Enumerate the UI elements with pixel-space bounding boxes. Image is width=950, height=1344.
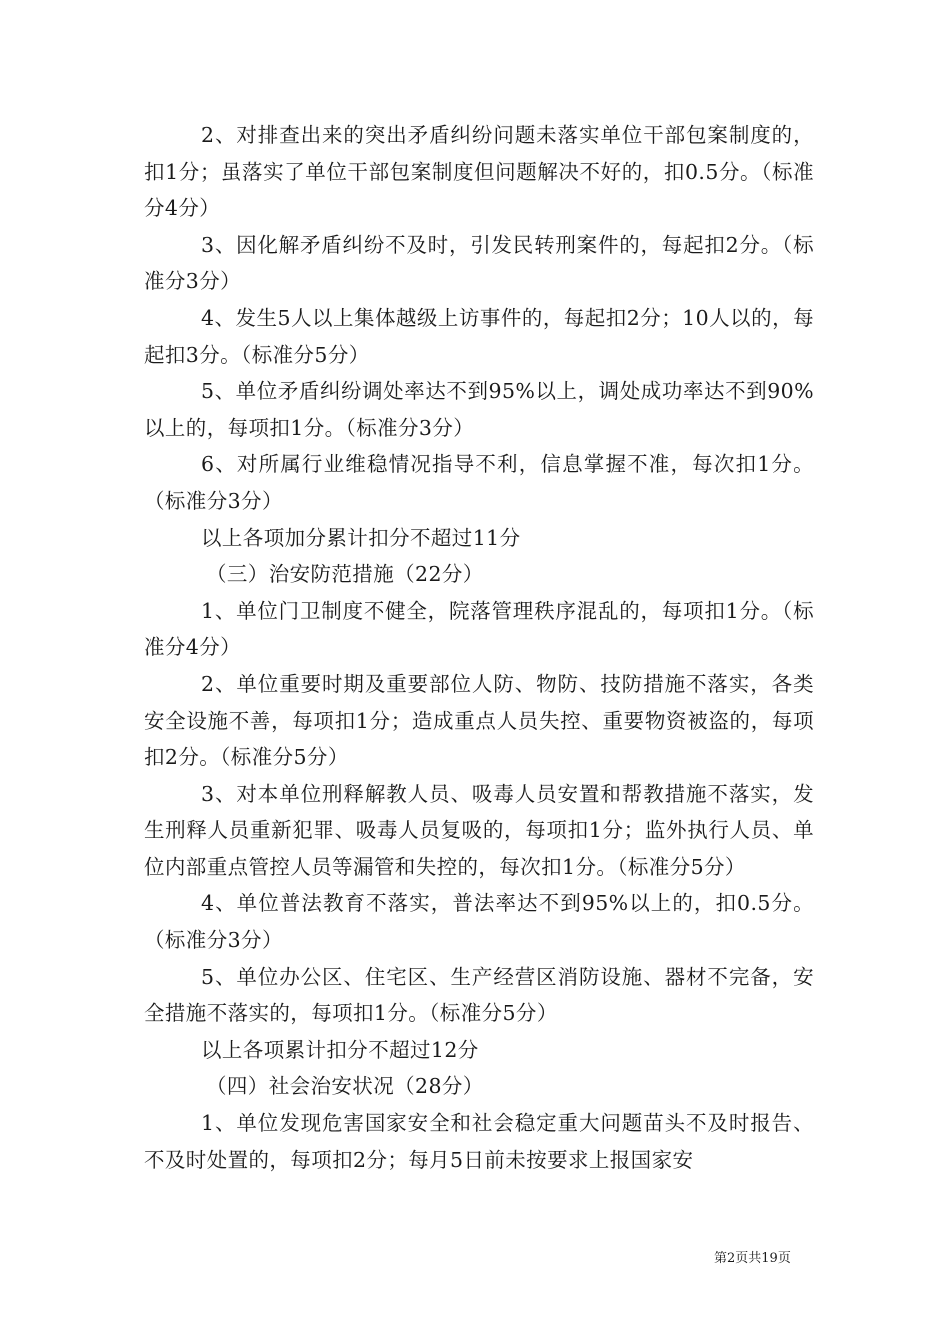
paragraph-item-2: 2、对排查出来的突出矛盾纠纷问题未落实单位干部包案制度的，扣1分；虽落实了单位干部包案制度但问题解决不好的，扣0.5分。（标准分4分）: [144, 123, 814, 221]
paragraph-item-6: 6、对所属行业维稳情况指导不利，信息掌握不准，每次扣1分。（标准分3分）: [144, 452, 814, 513]
paragraph-security-item-5: 5、单位办公区、住宅区、生产经营区消防设施、器材不完备，安全措施不落实的，每项扣1分。（标准分5分）: [144, 964, 814, 1026]
paragraph-public-order-item-1: 1、单位发现危害国家安全和社会稳定重大问题苗头不及时报告、不及时处置的，每项扣2分；每月5日前未按要求上报国家安: [144, 1111, 814, 1172]
paragraph-security-item-1: 1、单位门卫制度不健全，院落管理秩序混乱的，每项扣1分。（标准分4分）: [144, 598, 814, 660]
paragraph-security-item-4: 4、单位普法教育不落实，普法率达不到95%以上的，扣0.5分。（标准分3分）: [144, 891, 814, 953]
paragraph-subtotal-12: 以上各项累计扣分不超过12分: [201, 1037, 479, 1062]
paragraph-security-item-2: 2、单位重要时期及重要部位人防、物防、技防措施不落实，各类安全设施不善，每项扣1分；造成重点人员失控、重要物资被盗的，每项扣2分。（标准分5分）: [144, 671, 814, 770]
paragraph-item-3: 3、因化解矛盾纠纷不及时，引发民转刑案件的，每起扣2分。（标准分3分）: [144, 232, 814, 294]
page-number: 第2页共19页: [714, 1251, 791, 1266]
paragraph-subtotal-11: 以上各项加分累计扣分不超过11分: [201, 525, 521, 550]
paragraph-security-item-3: 3、对本单位刑释解教人员、吸毒人员安置和帮教措施不落实，发生刑释人员重新犯罪、吸毒人员复吸的，每项扣1分；监外执行人员、单位内部重点管控人员等漏管和失控的，每次扣1分。（标准分5分）: [144, 781, 814, 879]
paragraph-item-4: 4、发生5人以上集体越级上访事件的，每起扣2分；10人以的，每起扣3分。（标准分5分）: [144, 305, 814, 367]
paragraph-item-5: 5、单位矛盾纠纷调处率达不到95%以上，调处成功率达不到90%以上的，每项扣1分。（标准分3分）: [144, 379, 814, 440]
section-heading-3: （三）治安防范措施（22分）: [206, 562, 484, 587]
section-heading-4: （四）社会治安状况（28分）: [206, 1074, 484, 1099]
document-body: [144, 117, 814, 1178]
